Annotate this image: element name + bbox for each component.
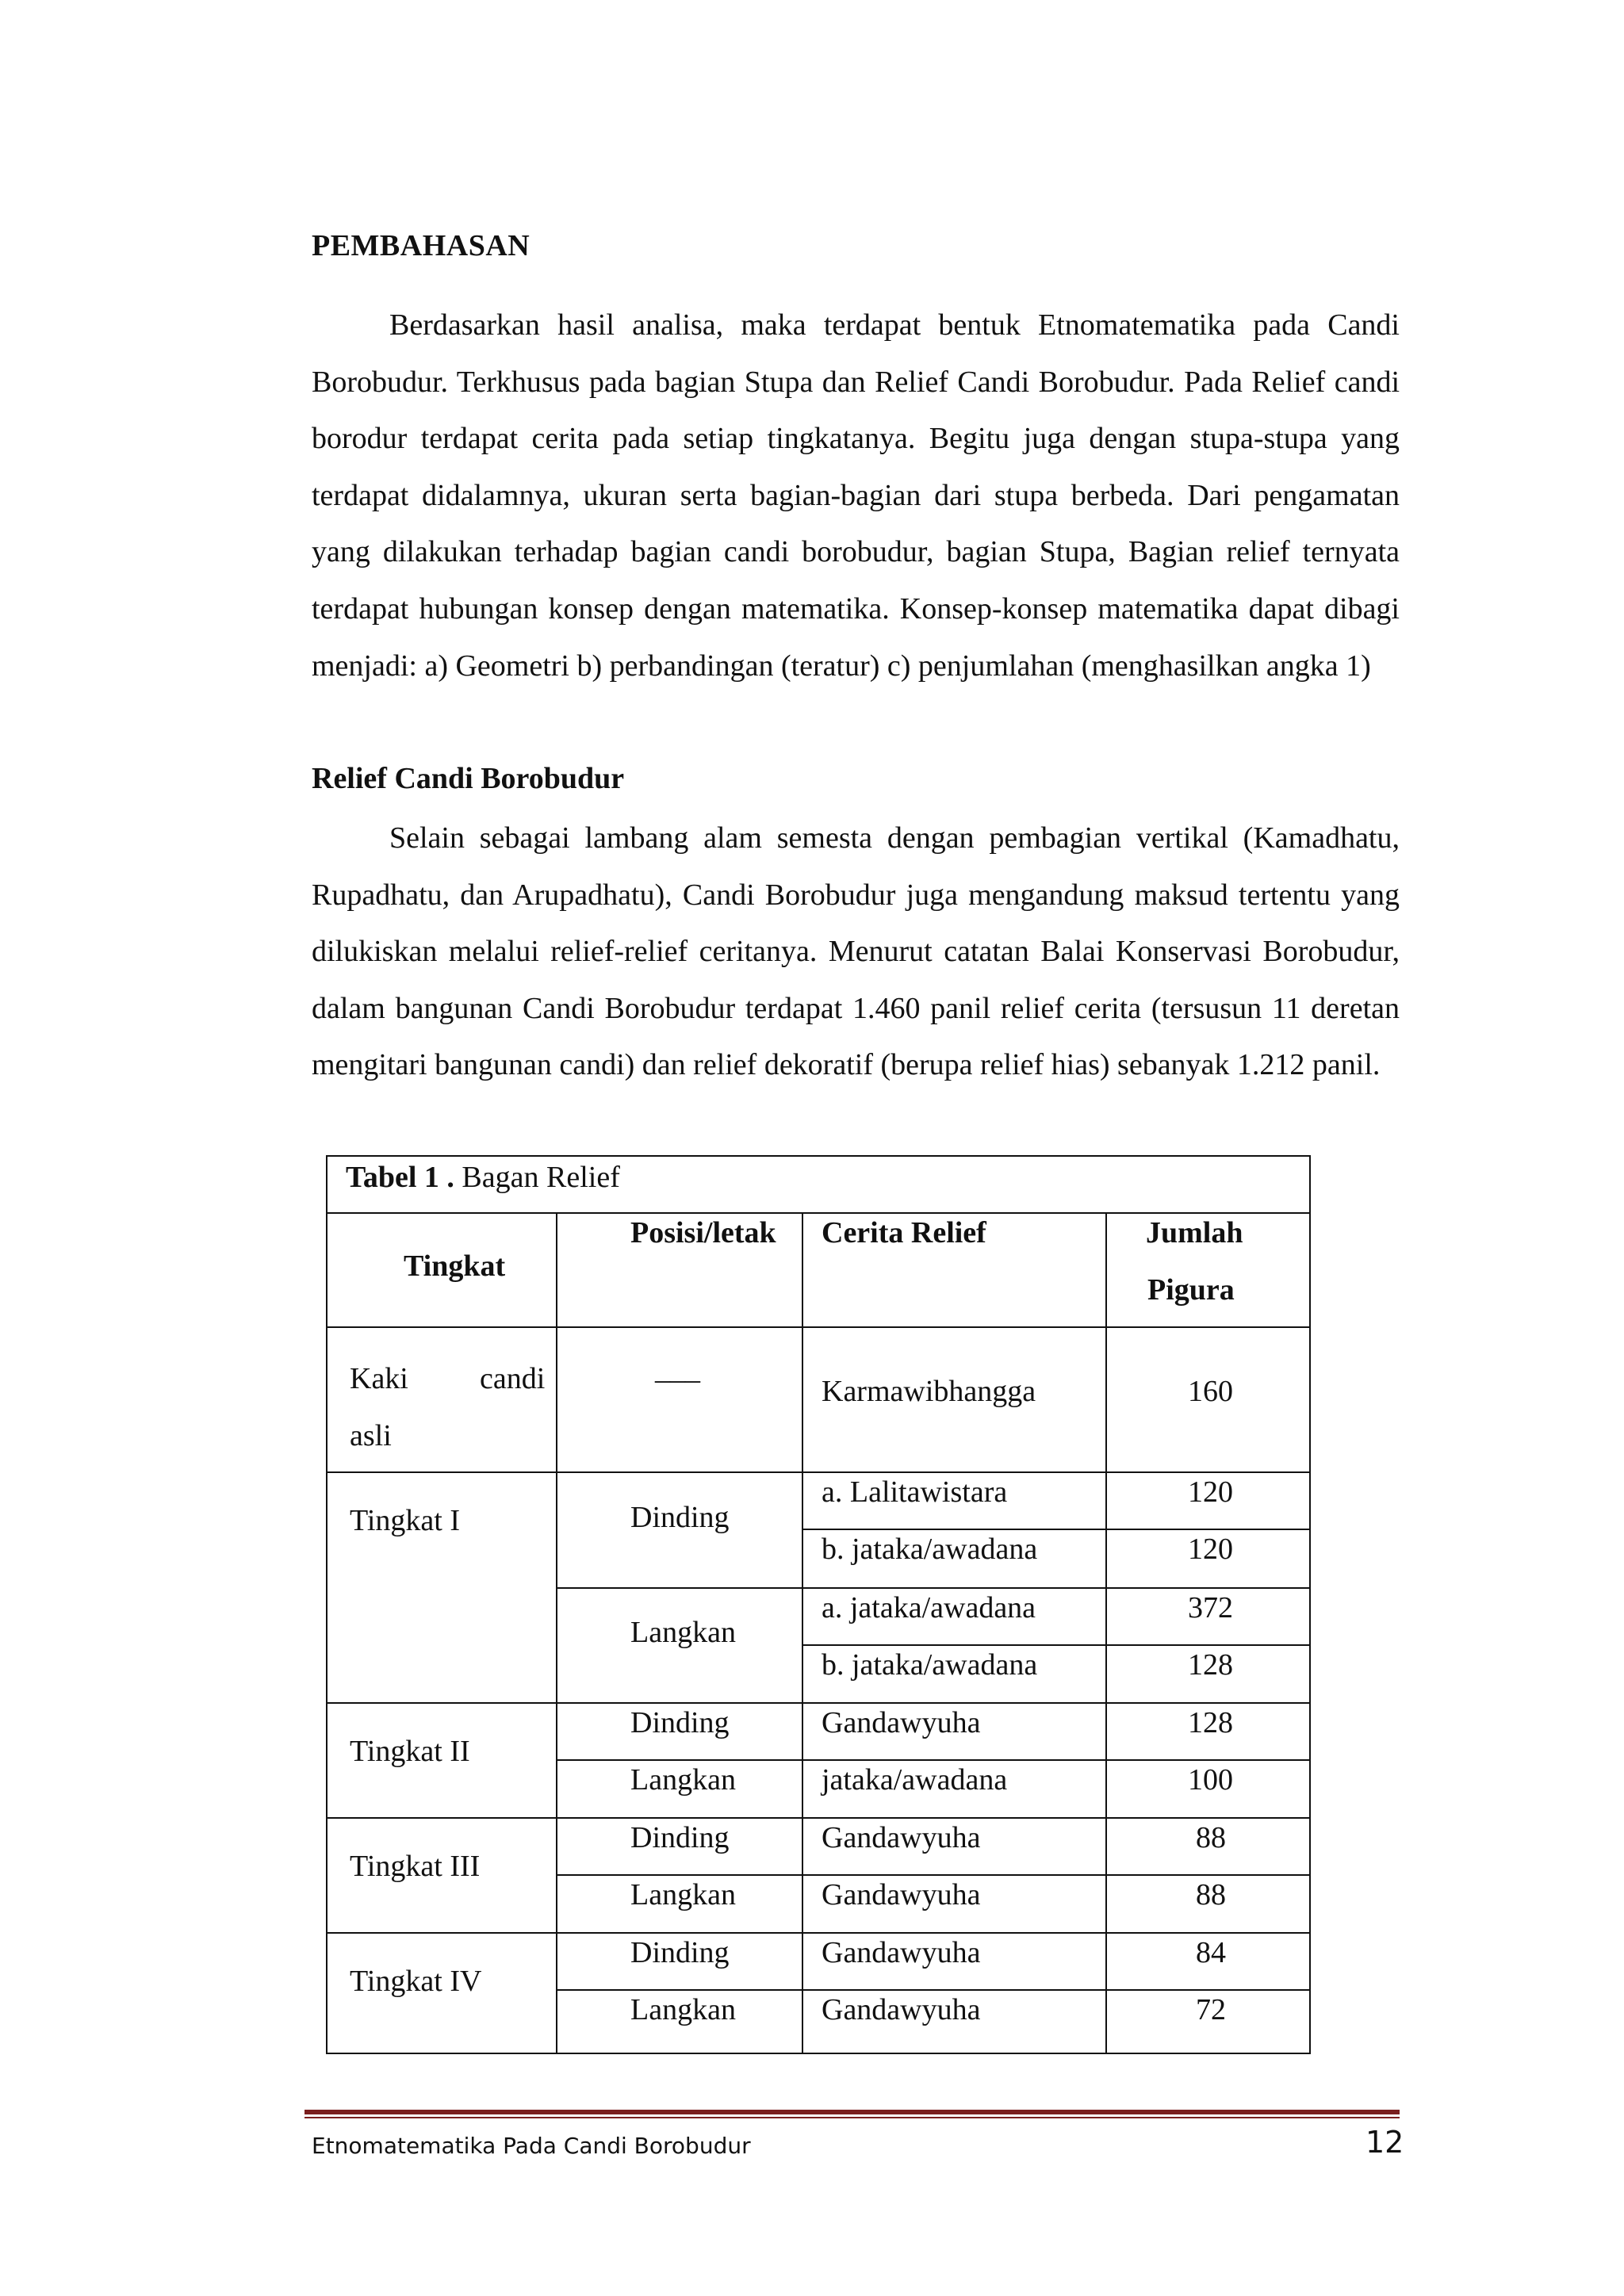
cerita-cell: Karmawibhangga (822, 1375, 1036, 1408)
relief-table (326, 1155, 1311, 2054)
cerita-cell: a. jataka/awadana (822, 1591, 1036, 1624)
header-jumlah: Jumlah (1146, 1216, 1243, 1249)
table-rule (802, 1644, 1309, 1646)
header-tingkat: Tingkat (404, 1249, 506, 1283)
posisi-cell: Dinding (630, 1821, 730, 1854)
cerita-cell: Gandawyuha (822, 1993, 981, 2026)
tingkat-kaki: candi (480, 1362, 546, 1395)
jumlah-cell: 100 (1188, 1763, 1233, 1797)
paragraph: Selain sebagai lambang alam semesta dengan pembagian vertikal (Kamadhatu, Rupadhatu, dan Arupadhatu), Candi Borobudur juga mengandung maksud tertentu yang dilukiskan melalui relief-relief ceritanya. Menurut catatan Balai Konservasi Borobudur, dalam bangunan Candi Borobudur terdapat 1.460 panil relief cerita (tersusun 11 deretan mengitari bangunan candi) dan relief dekoratif (berupa relief hias) sebanyak 1.212 panil. (312, 821, 1400, 1082)
table-rule (556, 1587, 1309, 1589)
posisi-cell: Dinding (630, 1501, 730, 1534)
cerita-cell: Gandawyuha (822, 1878, 981, 1911)
jumlah-cell: 88 (1196, 1878, 1226, 1911)
table-rule (556, 1874, 1309, 1876)
footer-rule (304, 2117, 1400, 2118)
subsection-heading: Relief Candi Borobudur (312, 762, 625, 795)
table-rule (556, 1989, 1309, 1991)
jumlah-cell: 120 (1188, 1533, 1233, 1566)
posisi-dash: ___ (655, 1353, 700, 1386)
jumlah-cell: 88 (1196, 1821, 1226, 1854)
table-rule (556, 1212, 557, 2053)
posisi-cell: Langkan (630, 1763, 736, 1797)
page-number: 12 (1365, 2125, 1404, 2160)
table-rule (327, 1471, 1309, 1473)
posisi-cell: Langkan (630, 1993, 736, 2026)
jumlah-cell: 160 (1188, 1375, 1233, 1408)
header-pigura: Pigura (1147, 1273, 1235, 1307)
jumlah-cell: 84 (1196, 1936, 1226, 1969)
tingkat-cell: Tingkat IV (350, 1965, 482, 1998)
table-rule (327, 1212, 1309, 1214)
table-caption-text: Bagan Relief (462, 1161, 620, 1194)
cerita-cell: b. jataka/awadana (822, 1533, 1038, 1566)
table-rule (802, 1529, 1309, 1530)
tingkat-cell: Tingkat I (350, 1504, 461, 1537)
jumlah-cell: 72 (1196, 1993, 1226, 2026)
header-posisi: Posisi/letak (630, 1216, 776, 1249)
posisi-cell: Langkan (630, 1878, 736, 1911)
posisi-cell: Dinding (630, 1706, 730, 1739)
tingkat-cell: Tingkat II (350, 1735, 470, 1768)
paragraph: Berdasarkan hasil analisa, maka terdapat bentuk Etnomatematika pada Candi Borobudur. Terkhusus pada bagian Stupa dan Relief Candi Borobudur. Pada Relief candi borodur terdapat cerita pada setiap tingkatanya. Begitu juga dengan stupa-stupa yang terdapat didalamnya, ukuran serta bagian-bagian dari stupa berbeda. Dari pengamatan yang dilakukan terhadap bagian candi borobudur, bagian Stupa, Bagian relief ternyata terdapat hubungan konsep dengan matematika. Konsep-konsep matematika dapat dibagi menjadi: a) Geometri b) perbandingan (teratur) c) penjumlahan (menghasilkan angka 1) (312, 308, 1400, 683)
cerita-cell: b. jataka/awadana (822, 1648, 1038, 1682)
table-rule (556, 1759, 1309, 1761)
jumlah-cell: 372 (1188, 1591, 1233, 1624)
tingkat-kaki: Kaki (350, 1362, 408, 1395)
section-heading: PEMBAHASAN (312, 229, 530, 262)
table-rule (802, 1212, 803, 2053)
footer-title: Etnomatematika Pada Candi Borobudur (312, 2133, 751, 2159)
cerita-cell: Gandawyuha (822, 1936, 981, 1969)
table-rule (1105, 1212, 1107, 2053)
cerita-cell: a. Lalitawistara (822, 1475, 1008, 1509)
tingkat-cell: Tingkat III (350, 1850, 481, 1883)
jumlah-cell: 128 (1188, 1648, 1233, 1682)
table-rule (327, 1326, 1309, 1328)
header-cerita: Cerita Relief (822, 1216, 986, 1249)
jumlah-cell: 128 (1188, 1706, 1233, 1739)
table-caption (346, 1160, 620, 1195)
posisi-cell: Dinding (630, 1936, 730, 1969)
table-rule (327, 1702, 1309, 1704)
table-rule (327, 1932, 1309, 1934)
table-caption-label: Tabel 1 . (346, 1161, 454, 1194)
cerita-cell: Gandawyuha (822, 1821, 981, 1854)
posisi-cell: Langkan (630, 1616, 736, 1649)
jumlah-cell: 120 (1188, 1475, 1233, 1509)
table-rule (327, 1817, 1309, 1819)
cerita-cell: jataka/awadana (822, 1763, 1008, 1797)
footer-rule (304, 2110, 1400, 2114)
tingkat-kaki: asli (350, 1419, 392, 1452)
cerita-cell: Gandawyuha (822, 1706, 981, 1739)
